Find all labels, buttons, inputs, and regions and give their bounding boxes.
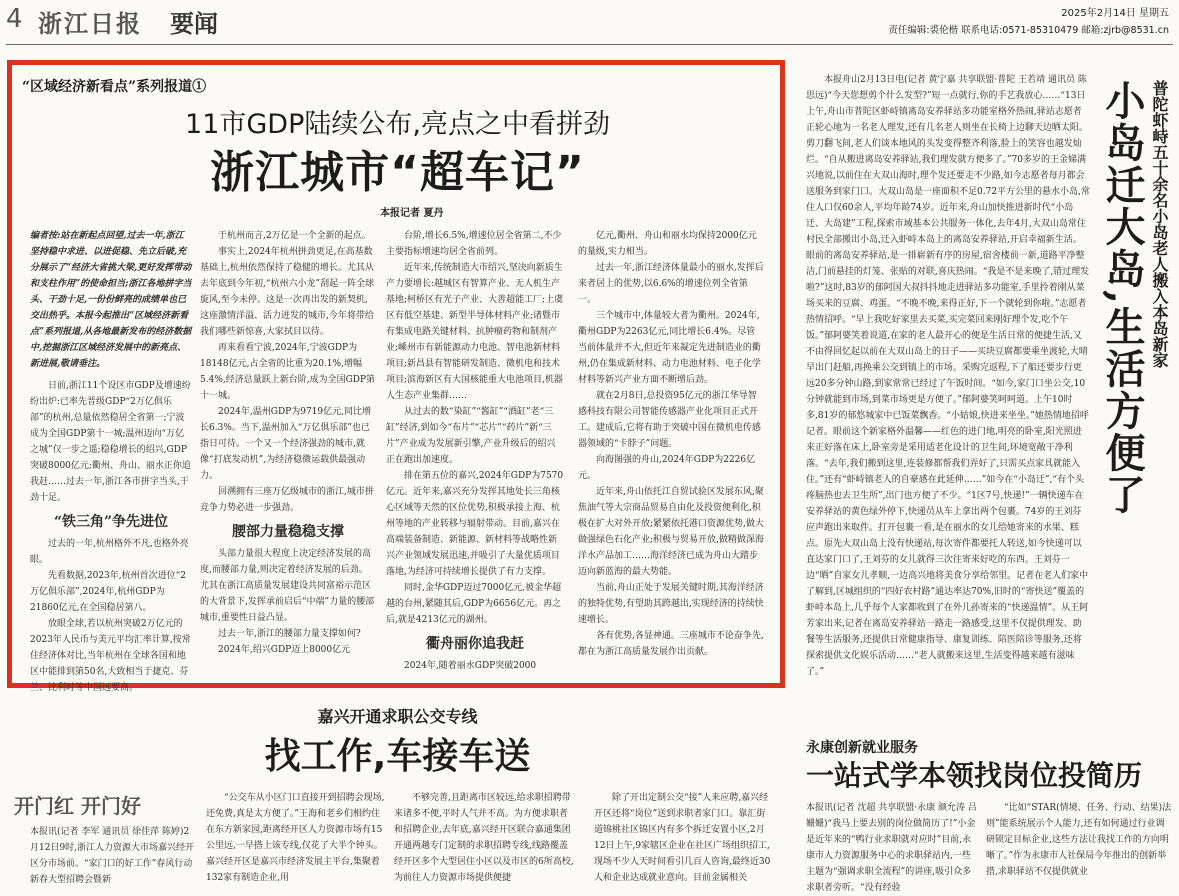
right-story-headline: 小岛迁大岛,生活方便了 bbox=[1099, 80, 1146, 516]
paragraph: 向海图强的舟山,2024年GDP为2226亿元。 bbox=[578, 455, 756, 481]
lead-byline: 本报记者 夏丹 bbox=[380, 208, 444, 219]
bottom-column-3: 不够完善,且距离市区较远,给求职招聘带来诸多不便,平时人气并不高。为方便求职者和招聘企业,去年底,嘉兴经开区联合嘉通集团开通两趟专门定制的求职招聘专线,线路覆盖经开区多个大型居住小区以及市区的6所高校,为前往人力资源市场提供便捷 bbox=[394, 793, 574, 883]
subheading: 衢舟丽你追我赶 bbox=[426, 636, 524, 652]
paragraph: 头部力量很大程度上决定经济发展的高度,而腰部力量,则决定着经济发展的后劲。尤其在浙江高质量发展建设共同富裕示范区的大背景下,发挥承前启后“中端”力量的腰部城市,重要性日益凸显。 bbox=[200, 549, 375, 623]
paragraph: 2024年,随着丽水GDP突破2000 bbox=[404, 661, 537, 671]
series-tag: “区域经济新看点”系列报道① bbox=[22, 79, 207, 95]
yongkang-kicker: 永康创新就业服务 bbox=[806, 740, 918, 756]
lead-column-2 bbox=[200, 228, 376, 680]
paragraph: 再来看看宁波,2024年,宁波GDP为18148亿元,占全省的比重为20.1%,增幅5.4%,经济总量跃上新台阶,成为全国GDP第十一城。 bbox=[200, 343, 376, 401]
paragraph: 过去一年,浙江的腰部力量支撑如何? bbox=[218, 629, 361, 639]
header-rule bbox=[6, 44, 1173, 45]
subheading: 腰部力量稳稳支撑 bbox=[232, 524, 344, 540]
paragraph: 各有优势,各显神通。三座城市不论奋争先,都在为浙江高质量发展作出贡献。 bbox=[578, 631, 764, 657]
paragraph: 就在2月8日,总投资95亿元的浙江华导智感科技有限公司智能传感器产业化项目正式开工。建成后,它将有助于突破中国在微机电传感器领域的“卡脖子”问题。 bbox=[578, 391, 761, 449]
paragraph: 回溯拥有三座万亿级城市的浙江,城市拼竞争力势必进一步强劲。 bbox=[200, 487, 374, 513]
right-story-body: 本报舟山2月13日电(记者 黄宁嘉 共享联盟·普陀 王若靖 通讯员 陈思远)“今天您想剪个什么发型?”短一点就行,你的手艺我放心……“13日上午,舟山市普陀区虾峙镇离岛安养驿站多功能室格外热闹,驿站志愿者正轮心地为一名老人理发,还有几名老人则坐在长椅上边聊天边晒太阳。剪刀翻飞间,老人们谈本地风的头发变得整齐利落,脸上的笑容也越发灿烂。“自从搬进离岛安养驿站,我们理发就方便多了。”70多岁的王金娣满兴地说,以前住在大双山海时,理个发还要走不少路,如今志愿者每月都会送服务到家门口。大双山岛是一座面积不足0.72平方公里的悬水小岛,常住人口仅60余人,平均年龄74岁。近年来,舟山加快推进新时代“小岛迁、大岛建”工程,探索市域基本公共服务一体化,去年4月,大双山岛常住村民全部搬出小岛,迁入虾峙本岛上的离岛安养驿站,开启幸福新生活。眼前的离岛安养驿站,是一排崭新有序的房屋,宿舍楼前一新,道路平净整洁,门前悬挂的灯笼、张贴的对联,喜庆热闹。“我是不是来晚了,错过理发啦?”这时,83岁的郁阿国大叔抖抖地走进驿站多功能室,手里拎着刚从菜场买来的豆腐、鸡蛋。“不晚不晚,来得正好,下一个就轮到你啦。”志愿者热情招呼。“早上我吃好家里去买菜,买完菜回来刚好理个发,吃个午饭。”郁阿婆笑着说道,在家的老人最开心的便是生活日常的便捷生活,又不由得回忆起以前在大双山岛上的日子——买块豆腐都要乘坐渡轮,大晴早出门赶船,再换乘公交到镇上的市场。采购完返程,下了船还要步行更远20多分钟山路,到家常常已经过了午饭时间。“如今,家门口坐公交,10分钟就能到市场,到菜市场更是方便了。”郁阿婆笑呵呵道。上午10时多,81岁的郁悠城家中已饭菜飘香。“小姑娘,快进来坐坐。”她热情地招呼记者。眼前这个新家格外温馨——红色的进门地,明亮的卧室,阳光照进来正好落在床上,卧室旁是采用适老化设计的卫生间,环境宽敞干净利落。“去年,我们搬到这里,连装修都帮我们弄好了,只需买点家具就能入住。”还有“虾峙镇老人的自豪感在此延伸……”如今在“小岛迁”,“有个头疼脑热也去卫生所”,出门也方便了不少。“1区7号,快递!”一辆快递车在安养驿站的黄色绿外停下,快递员从车上拿出两个包裹。74岁的王刘芬应声跑出来取件。打开包裹一看,是在丽水的女儿给她寄来的水果、糕点。原先大双山岛上没有快递站,每次寄件都要托人转送,如今快递可以直达家门口了,王刘芬的女儿就得三次往寄来好吃的东西。王刘芬一边“晒”自家女儿孝顺,一边高兴地将美食分享给邻里。记者在老人们家中了解到,区城组织的“四好农村路”通达率达70%,旧时的“寄快送”覆盖的虾峙本岛上,几乎每个人家都收到了在外儿孙寄来的“快递温情”。从王阿芳家出来,记者在离岛安养驿站一路走一路感受,这里不仅提供理发、助餐等生活服务,还提供日常健康指导、康复训练、陪医陪诊等服务,还将探索提供文化娱乐活动……“老人就搬来这里,生活变得越来越有滋味了。” bbox=[806, 75, 1090, 677]
issue-date: 2025年2月14日 星期五 bbox=[1061, 8, 1169, 19]
paragraph: 同时,金华GDP迈过7000亿元,被金华超越的台州,紧随其后,GDP为6656亿元。再之后,就是4213亿元的湖州。 bbox=[386, 583, 562, 625]
subheading: “铁三角”争先进位 bbox=[53, 514, 169, 530]
paragraph: 于杭州而言,2万亿是一个全新的起点。 bbox=[218, 231, 371, 241]
paragraph: 先看数据,2023年,杭州首次进位“2万亿俱乐部”,2024年,杭州GDP为21860亿元,在全国稳居第八。 bbox=[30, 571, 186, 613]
lead-column-1 bbox=[30, 228, 192, 693]
paragraph: 台阶,增长6.5%,增速位居全省第二,不少主要指标增速均居全省前列。 bbox=[386, 231, 562, 257]
paragraph: 2024年,绍兴GDP迈上8000亿元 bbox=[218, 645, 351, 655]
paragraph: 事实上,2024年杭州拼劲更足,在高基数基础上,杭州依然保持了稳健的增长。尤其从去年底到今年初,“杭州六小龙”刮起一阵全球旋风,至今未停。这是一次再出发的新契机,这座激情洋溢、活力迸发的城市,今年将带给我们哪些新惊喜,大家拭目以待。 bbox=[200, 247, 375, 337]
lead-column-4 bbox=[578, 228, 764, 680]
column-logo: 开门红 开门好 bbox=[14, 794, 141, 818]
paragraph: 2024年,温州GDP为9719亿元,同比增长6.3%。当下,温州加入“万亿俱乐部”也已指日可待。一个又一个经济强劲的城市,就像“打底发动机”,为经济稳微运载供最强动力。 bbox=[200, 407, 371, 481]
section-title: 要闻 bbox=[170, 9, 218, 38]
paragraph: 排在第五位的嘉兴,2024年GDP为7570亿元。近年来,嘉兴充分发挥其地处长三角核心区域等天然的区位优势,积极承接上海、杭州等地的产业转移与辐射带动。目前,嘉兴在高端装备制造、新能源、新材料等战略性新兴产业领域发展迅速,并吸引了大量优质项目落地,为经济可持续增长提供了有力支撑。 bbox=[386, 471, 564, 577]
editor-line: 责任编辑:裘伦楷 联系电话:0571-85310479 邮箱:zjrb@8531.cn bbox=[888, 25, 1169, 36]
lead-column-3 bbox=[386, 228, 564, 680]
paragraph: 近年来,舟山依托江自贸试验区发展东风,聚焦油气等大宗商品贸易自由化及投资便利化,积极在扩大对外开放;紧紧依托港口资源优势,做大做强绿色石化产业;积极与贸易开放,做精做深海洋水产品加工……海洋经济已成为舟山大踏步迈向新蓝海的最大势能。 bbox=[578, 487, 764, 577]
bottom-column-2: “公交车从小区门口直接开到招聘会现场,还免费,真是太方便了。”王海和老乡们相约住在东方新家园,距离经开区人力资源市场有15公里远,一早搭上该专线,仅花了大半个钟头。嘉兴经开区是嘉兴市经济发展主平台,集聚着132家有制造企业,用 bbox=[206, 793, 385, 883]
yongkang-headline: 一站式学本领找岗位投简历 bbox=[806, 759, 1143, 792]
paragraph: 放眼全球,若以杭州突破2万亿元的2023年人民币与美元平均汇率计算,按常住经济体对比,当年杭州在全球各国和地区中能排到第50名,大致相当于捷克、芬兰、比利时等中国远要高。 bbox=[30, 619, 191, 693]
right-story-subhead: 普陀虾峙五十余名小岛老人搬入本岛新家 bbox=[1150, 80, 1169, 368]
page-number: 4 bbox=[6, 4, 23, 34]
bottom-headline: 找工作,车接车送 bbox=[264, 736, 531, 777]
paragraph: 当前,舟山正处于发展关键时期,其海洋经济的独特优势,有望助其跨越出,实现经济的持续快速增长。 bbox=[578, 583, 764, 625]
paragraph: 过去的一年,杭州格外不凡,也格外亮眼。 bbox=[30, 539, 189, 565]
paragraph: 三个城市中,体量较大者为衢州。2024年,衢州GDP为2263亿元,同比增长6.4%。尽管当前体量并不大,但近年来凝定先进制造业的衢州,仍在集成新材料、动力电池材料、电子化学材料等新兴产业方面不断增后劲。 bbox=[578, 311, 761, 385]
paragraph: 亿元,衢州、舟山和丽水均保持2000亿元的量级,实力相当。 bbox=[578, 231, 757, 257]
bottom-kicker: 嘉兴开通求职公交专线 bbox=[317, 707, 478, 726]
yongkang-column-1: 本报讯(记者 沈超 共享联盟·永康 颜允涛 吕姗姗)“我马上要去别的岗位做简历了!”小金是近年来的“鸭行业求职就对应时”目前,永康市人力资源服务中心的求职驿站内,一些主题为“强调求职全流程”的讲座,吸引众多求职者旁听。“没有经验 bbox=[806, 803, 977, 893]
bottom-column-1: 本报讯(记者 李军 通讯员 徐佳萍 陈婷)2月12日9时,浙江人力资源大市场嘉兴经开区分市场前。“家门口的好工作”春风行动新春大型招聘会暨新 bbox=[30, 827, 195, 885]
paragraph: 从过去的数“染缸”“酱缸”“酒缸”老“三缸”经济,到如今“布片”“芯片”“药片”新“三片”产业成为发展新引擎,产业升级后的绍兴正在跑出加速度。 bbox=[386, 407, 556, 465]
paragraph: 近年来,传统制造大市绍兴,坚决向新质生产力要增长:越城区有智算产业、无人机生产基地;柯桥区有光子产业、大善超能工厂;上虞区有低空基建、新型半导体材料产业;诸暨市有集成电路关键材料、抗肿瘤药物和制剂产业;嵊州市有新能源动力电池、智电池新材料项目;新昌县有智能研发制造、微机电和技术项目;滨海新区有大国核能重大电池项目,机器人生态产业集群…… bbox=[386, 263, 564, 401]
paper-name: 浙江日报 bbox=[38, 9, 142, 38]
paragraph: 日前,浙江11个设区市GDP及增速纷纷出炉:已率先晋级GDP“2万亿俱乐部”的杭州,总量依然稳居全省第一;宁波成为全国GDP第十一城;温州迈向“万亿之城”仅一步之遥;稳稳增长的绍兴,GDP突破8000亿元;衢州、舟山、丽水正你追我赶……过去一年,浙江各市拼字当头,干劲十足。 bbox=[30, 381, 191, 503]
editor-note: 编者按:站在新起点回望,过去一年,浙江坚持稳中求进、以进促稳、先立后破,充分展示了“经济大省挑大梁,更好发挥带动和支柱作用”的使命担当;浙江各地拼字当头、干劲十足,一份份鲜亮的成绩单也已交出热乎。本报今起推出“区域经济新看点”系列报道,从各地最新发布的经济数据中,挖掘浙江区域经济发展中的新亮点、新进展,敬请垂注。 bbox=[30, 231, 192, 369]
lead-headline: 浙江城市“超车记” bbox=[210, 147, 585, 198]
paragraph: 过去一年,浙江经济体量最小的丽水,发挥后来者居上的优势,以6.6%的增速位列全省第一。 bbox=[578, 263, 764, 305]
lead-kicker: 11市GDP陆续公布,亮点之中看拼劲 bbox=[185, 109, 610, 140]
yongkang-column-2: “比如“STAR(情境、任务、行动、结果)法则”能系统展示个人能力,还有如何通过行业调研锁定目标企业,这些方法让我找工作的方向明晰了。”作为永康市人社保局今年推出的创新举措,求职驿站不仅提供就业 bbox=[986, 803, 1172, 877]
bottom-column-4: 除了开出定制公交“接”人来应聘,嘉兴经开区还将“岗位”送到求职者家门口。靠汇街道锦桃社区锦区内有多个拆迁安置小区,2月12日上午,9家辖区企业在社区广场组织招工,现场不少人天时间看引几百人咨询,最终近30人和企业达成就业意向。目前金属相关 bbox=[594, 793, 771, 883]
